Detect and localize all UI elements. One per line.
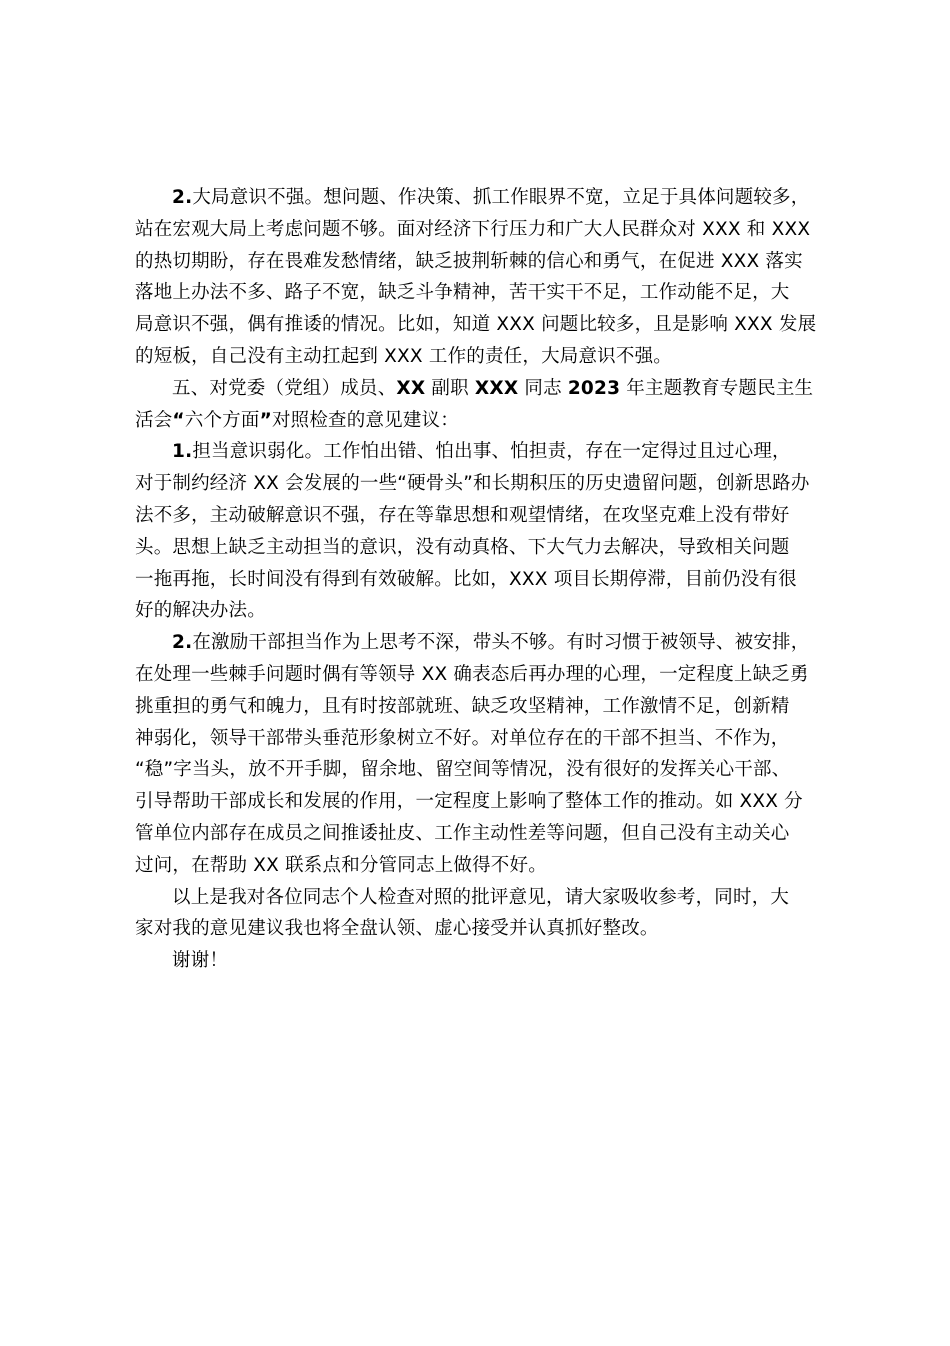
bold-text: “ bbox=[172, 409, 185, 431]
text-line: 一拖再拖，长时间没有得到有效破解。比如，XXX 项目长期停滞，目前仍没有很 bbox=[135, 568, 797, 590]
paragraph-3 bbox=[135, 436, 825, 627]
text-line: 管单位内部存在成员之间推诿扯皮、工作主动性差等问题，但自己没有主动关心 bbox=[135, 822, 790, 844]
text-line: 过问，在帮助 XX 联系点和分管同志上做得不好。 bbox=[135, 854, 547, 876]
text-line: 神弱化，领导干部带头垂范形象树立不好。对单位存在的干部不担当、不作为， bbox=[135, 727, 790, 749]
bold-text: XXX bbox=[474, 377, 519, 399]
bold-text: 2023 bbox=[567, 377, 621, 399]
text-line: 以上是我对各位同志个人检查对照的批评意见，请大家吸收参考，同时，大 bbox=[172, 886, 790, 908]
text-line: 在处理一些棘手问题时偶有等领导 XX 确表态后再办理的心理，一定程度上缺乏勇 bbox=[135, 663, 809, 685]
text-line bbox=[135, 627, 825, 659]
paragraph-4 bbox=[135, 627, 825, 881]
text-line bbox=[135, 436, 825, 468]
text-line: 的热切期盼，存在畏难发愁情绪，缺乏披荆斩棘的信心和勇气，在促进 XXX 落实 bbox=[135, 250, 803, 272]
item-number: 2. bbox=[172, 187, 193, 208]
text-line: “稳”字当头，放不开手脚，留余地、留空间等情况，没有很好的发挥关心干部、 bbox=[135, 759, 791, 781]
document-body bbox=[135, 182, 825, 977]
bold-text: XX bbox=[396, 377, 426, 399]
text-line: 局意识不强，偶有推诿的情况。比如，知道 XXX 问题比较多，且是影响 XXX 发展 bbox=[135, 314, 817, 336]
text-line: 落地上办法不多、路子不宽，缺乏斗争精神，苦干实干不足，工作动能不足，大 bbox=[135, 282, 790, 304]
paragraph-1 bbox=[135, 182, 825, 373]
line-text: 副职 bbox=[425, 377, 475, 399]
line-text: 年主题教育专题民主生 bbox=[620, 377, 814, 399]
thanks-line bbox=[135, 945, 825, 977]
line-text: 同志 bbox=[518, 377, 568, 399]
text-line: 头。思想上缺乏主动担当的意识，没有动真格、下大气力去解决，导致相关问题 bbox=[135, 536, 790, 558]
section-heading-five bbox=[135, 373, 825, 437]
text-line: 站在宏观大局上考虑问题不够。面对经济下行压力和广大人民群众对 XXX 和 XXX bbox=[135, 218, 811, 240]
bold-text: ” bbox=[259, 409, 272, 431]
text-line: 对于制约经济 XX 会发展的一些“硬骨头”和长期积压的历史遗留问题，创新思路办 bbox=[135, 473, 810, 495]
text-line: 法不多，主动破解意识不强，存在等靠思想和观望情绪，在攻坚克难上没有带好 bbox=[135, 504, 790, 526]
text-line: 家对我的意见建议我也将全盘认领、虚心接受并认真抓好整改。 bbox=[135, 918, 659, 940]
text-line: 的短板，自己没有主动扛起到 XXX 工作的责任，大局意识不强。 bbox=[135, 345, 672, 367]
line-text: 在激励干部担当作为上思考不深，带头不够。有时习惯于被领导、被安排， bbox=[192, 632, 810, 654]
line-text: 大局意识不强。想问题、作决策、抓工作眼界不宽，立足于具体问题较多， bbox=[192, 187, 810, 208]
item-number: 1. bbox=[172, 441, 193, 463]
text-line: 引导帮助干部成长和发展的作用，一定程度上影响了整体工作的推动。如 XXX 分 bbox=[135, 791, 803, 813]
item-number: 2. bbox=[172, 632, 193, 654]
text-line: 谢谢！ bbox=[172, 950, 229, 972]
text-line bbox=[135, 182, 825, 214]
text-line bbox=[135, 373, 825, 405]
line-text: 担当意识弱化。工作怕出错、怕出事、怕担责，存在一定得过且过心理， bbox=[192, 441, 791, 463]
text-line: 好的解决办法。 bbox=[135, 600, 266, 622]
line-text: 五、对党委（党组）成员、 bbox=[172, 377, 397, 399]
text-line: 挑重担的勇气和魄力，且有时按部就班、缺乏攻坚精神，工作激情不足，创新精 bbox=[135, 695, 790, 717]
line-text: 活会 bbox=[135, 409, 173, 431]
text-line bbox=[135, 405, 825, 437]
line-text: 六个方面 bbox=[184, 409, 260, 431]
line-text: 对照检查的意见建议： bbox=[271, 409, 459, 431]
closing-paragraph bbox=[135, 882, 825, 946]
